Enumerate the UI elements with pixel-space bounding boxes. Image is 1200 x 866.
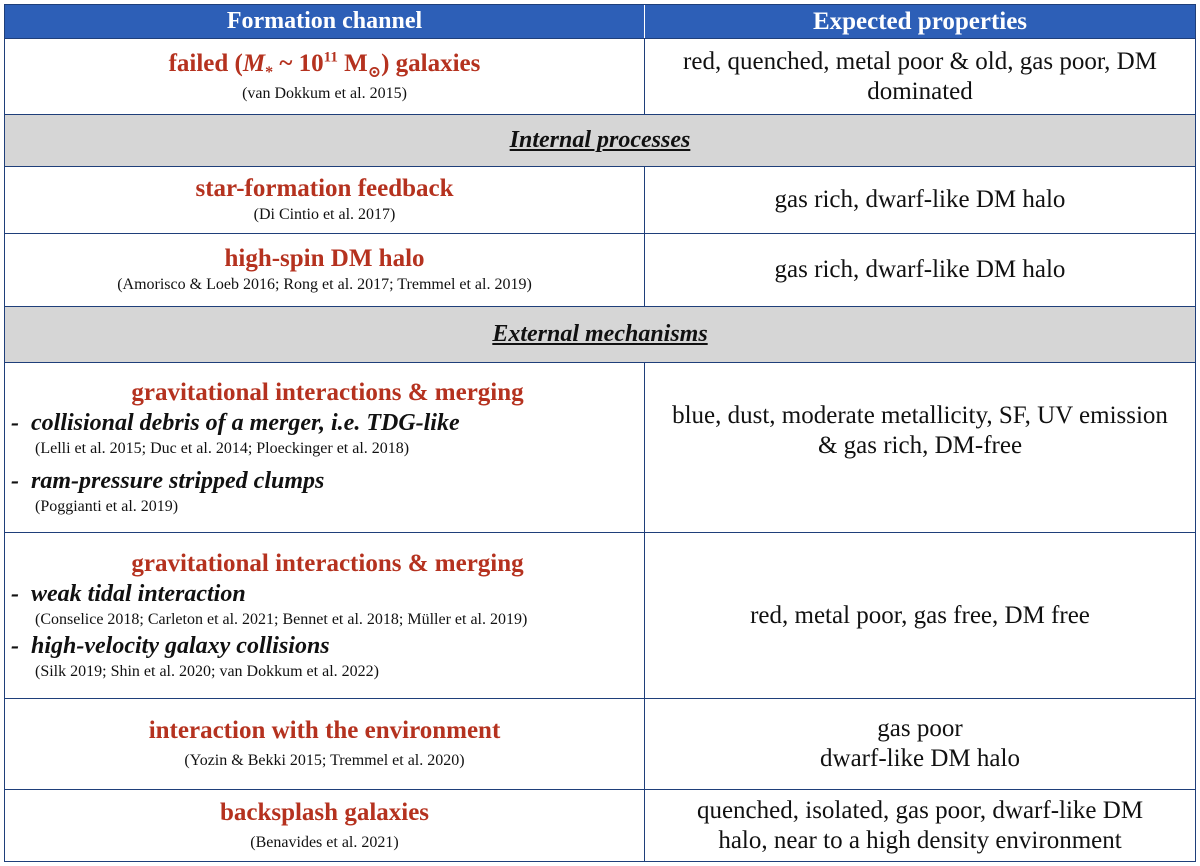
grav2-props: red, metal poor, gas free, DM free xyxy=(750,601,1090,629)
table-row-environment xyxy=(5,698,1195,789)
grav2-item-2: - high-velocity galaxy collisions xyxy=(11,632,330,659)
environment-ref: (Yozin & Bekki 2015; Tremmel et al. 2020) xyxy=(184,752,465,769)
grav1-props: blue, dust, moderate metallicity, SF, UV emission & gas rich, DM-free xyxy=(672,402,1168,459)
grav2-item-1-ref: (Conselice 2018; Carleton et al. 2021; Bennet et al. 2018; Müller et al. 2019) xyxy=(35,610,528,628)
formation-channel-table xyxy=(4,4,1196,862)
grav1-item-2: - ram-pressure stripped clumps xyxy=(11,467,325,494)
grav1-item-1: - collisional debris of a merger, i.e. TDG-like xyxy=(11,409,460,436)
table-row-grav-merging-1 xyxy=(5,362,1195,532)
header-expected-properties: Expected properties xyxy=(812,7,1028,35)
grav1-title: gravitational interactions & merging xyxy=(131,378,524,406)
grav2-item-2-ref: (Silk 2019; Shin et al. 2020; van Dokkum et al. 2022) xyxy=(35,662,379,680)
table-row-sf-feedback xyxy=(5,166,1195,233)
high-spin-title: high-spin DM halo xyxy=(224,245,425,272)
grav2-item-1: - weak tidal interaction xyxy=(11,580,246,607)
high-spin-ref: (Amorisco & Loeb 2016; Rong et al. 2017; Tremmel et al. 2019) xyxy=(117,276,532,293)
backsplash-props: quenched, isolated, gas poor, dwarf-like DM halo, near to a high density environment xyxy=(696,796,1144,854)
high-spin-props: gas rich, dwarf-like DM halo xyxy=(774,256,1066,283)
table-row-failed-galaxies xyxy=(5,38,1195,114)
section-internal-processes: Internal processes xyxy=(5,114,1195,166)
grav2-title: gravitational interactions & merging xyxy=(131,549,524,577)
table-header xyxy=(5,5,1195,38)
sf-feedback-ref: (Di Cintio et al. 2017) xyxy=(253,206,396,223)
failed-galaxies-title: failed ($M_*$ ~ $10^{11}$ $M_⊙$) galaxies xyxy=(168,49,481,81)
header-formation-channel: Formation channel xyxy=(5,5,645,38)
environment-props: gas poor dwarf-like DM halo xyxy=(820,715,1020,772)
sf-feedback-props: gas rich, dwarf-like DM halo xyxy=(774,186,1066,213)
table-row-high-spin xyxy=(5,233,1195,306)
table-row-backsplash xyxy=(5,789,1195,861)
grav1-item-2-ref: (Poggianti et al. 2019) xyxy=(35,497,179,515)
table-row-grav-merging-2 xyxy=(5,532,1195,698)
grav1-item-1-ref: (Lelli et al. 2015; Duc et al. 2014; Ploeckinger et al. 2018) xyxy=(35,439,410,457)
environment-title: interaction with the environment xyxy=(148,717,501,744)
section-external-mechanisms: External mechanisms xyxy=(5,306,1195,362)
backsplash-ref: (Benavides et al. 2021) xyxy=(250,833,399,851)
failed-galaxies-ref: (van Dokkum et al. 2015) xyxy=(242,84,407,102)
failed-galaxies-props: red, quenched, metal poor & old, gas poor, DM dominated xyxy=(683,47,1157,105)
sf-feedback-title: star-formation feedback xyxy=(195,175,454,202)
backsplash-title: backsplash galaxies xyxy=(219,798,430,826)
